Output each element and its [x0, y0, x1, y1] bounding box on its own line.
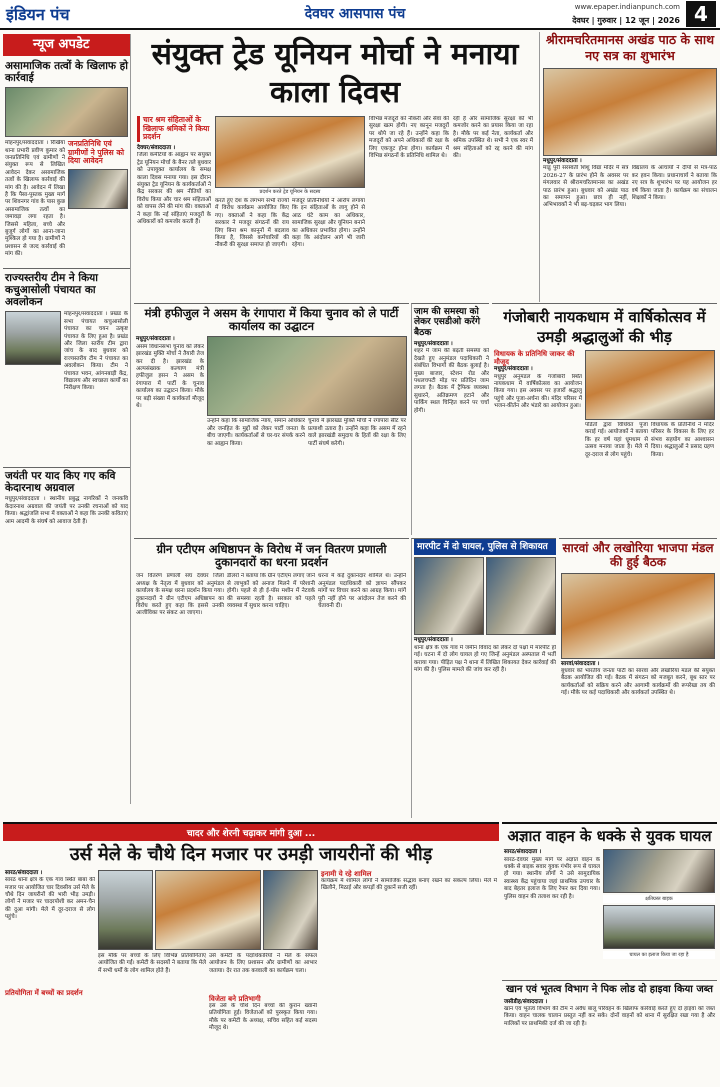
news-update-item3-photo — [5, 311, 61, 365]
lead-kicker: चार श्रम संहिताओं के खिलाफ श्रमिकों ने किया प्रदर्शन — [137, 116, 211, 142]
urs-subhead3: इनामी ये रहे शामिल — [321, 869, 372, 878]
marpeet-photo-1 — [414, 557, 484, 635]
ramcharitmanas-story — [539, 32, 717, 302]
ganjobari-photo — [585, 350, 715, 420]
ganjobari-headline: गंजोबारी नायकधाम में वार्षिकोत्सव में उमड़ी श्रद्धालुओं की भीड़ — [503, 308, 706, 346]
news-update-item2-photo — [68, 169, 128, 209]
lead-story — [134, 32, 536, 300]
news-update-column — [3, 34, 131, 804]
green-atm-text1: जन वितरण प्रणाली संघ देवघर जिला अध्यक्ष के नेतृत्व में बुधवार को अनुमंडल कार्यालय के समक्ष धरना प्रदर्शन किया गया। दुकानदारों ने ग्रीन एटीएम अधिष्ठापन का विरोध करते हुए कहा कि इससे उनकी आजीविका पर संकट आ जाएगा। — [136, 573, 224, 617]
bjp-dateline: सारवां/संवाददाता । — [561, 660, 600, 667]
hafizul-text1: असम विधानसभा चुनाव को लेकर झारखंड मुक्ति मोर्चा ने तैयारी तेज कर दी है। झारखंड के अल्पसंख्यक कल्याण मंत्री हफीजुल हसन ने असम के रंगापारा में पार्टी के चुनाव कार्यालय का उद्घाटन किया। मौके पर बड़ी संख्या में कार्यकर्ता मौजूद थे। — [136, 343, 204, 410]
ramcharitmanas-dateline: मधुपुर/संवाददाता । — [543, 158, 582, 164]
masthead-website[interactable]: www.epaper.indianpunch.com — [574, 3, 680, 11]
urs-dateline: सारठ/संवाददाता । — [5, 869, 43, 876]
accident-photo-injured — [603, 905, 715, 949]
news-update-item3-headline: राज्यस्तरीय टीम ने किया कचुआसोली पंचायत का अवलोकन — [3, 268, 130, 308]
page-number: 4 — [686, 1, 716, 27]
marpeet-headline: मारपीट में दो घायल, पुलिस से शिकायत — [414, 539, 556, 555]
mining-headline: खान एवं भूतत्व विभाग ने पिक लोड दो हाइवा किया जब्त — [506, 984, 713, 995]
urs-photo-3 — [263, 870, 318, 950]
news-update-item3-text: मोहनपुर/संवाददाता । प्रखंड के सभा पंचायत कचुआसोली पंचायत का चयन उत्कृष्ट पंचायत के लिए हुआ है। प्रखंड और जिला स्तरीय टीम द्वारा जांच के बाद बुधवार को राज्यस्तरीय टीम ने पंचायत का अवलोकन किया। टीम ने पंचायत भवन, आंगनबाड़ी केंद्र, विद्यालय और स्वच्छता कार्यों का निरीक्षण किया। — [64, 311, 128, 392]
lead-text4: विभिन्न मजदूरों को नौकरी और सेवा की सुरक्षा खत्म होगी। नए कानून मजदूरों पर थोपे जा रहे हैं। उन्होंने कहा कि मजदूरों को अपने अधिकारों की रक्षा के लिए एकजुट होना होगा। कार्यक्रम में विभिन्न संगठनों के प्रतिनिधि शामिल थे। — [369, 116, 449, 160]
hafizul-dateline: मधुपुर/संवाददाता । — [136, 336, 175, 343]
news-update-item1-text: मोहनपुर/संवाददाता । रिखिया थाना प्रभारी प्रवीण कुमार को जनप्रतिनिधि एवं ग्रामीणों ने संयुक्त रूप से लिखित आवेदन देकर असामाजिक तत्वों के खिलाफ कार्रवाई की मांग की है। आवेदन में लिखा है कि पैसा-पुस्तक मुख्य मार्ग पर शिवनगर गांव के पास कुछ असामाजिक तत्वों का जमावड़ा लगा रहता है। जिससे महिला, बच्चे और बुजुर्ग लोगों का आना-जाना मुश्किल हो गया है। ग्रामीणों ने प्रशासन से जल्द कार्रवाई की मांग की। — [5, 140, 65, 258]
lead-text2: करते हुए देश के लगभग सभी राज्यों में विरोध कार्यक्रम आयोजित किए गए। वक्ताओं ने कहा कि केंद्र सरकार ने मजदूर संगठनों की राय लिए बिना श्रम कानूनों में बदलाव किया है, जिससे कर्मचारियों की नौकरी की सुरक्षा समाप्त हो जाएगी। — [215, 198, 289, 249]
masthead-left-title: इंडियन पंच — [6, 5, 70, 24]
ramcharitmanas-text2: विद्यालय के आचार्यों ने दीपों से मंत्र-पाठ कर हवन किया। प्रधानाचार्य ने बताया कि नए सत्र के शुभारंभ पर यह आयोजन हर वर्ष किया जाता है। कार्यक्रम का संचालन शिक्षकों ने किया। — [631, 165, 717, 202]
jaam-dateline: मधुपुर/संवाददाता । — [414, 341, 453, 348]
hafizul-headline: मंत्री हफीजुल ने असम के रंगापारा में किया चुनाव को ले पार्टी कार्यालय का उद्घाटन — [144, 306, 399, 334]
urs-subhead2: विजेता बने प्रतिभागी — [209, 994, 261, 1003]
mining-story — [502, 980, 717, 1084]
news-update-item4-text: मधुपुर/संवाददाता । स्थानीय प्रबुद्ध नागरिकों ने जनकवि केदारनाथ अग्रवाल की जयंती पर उनकी रचनाओं को याद किया। श्रद्धांजलि सभा में वक्ताओं ने कहा कि उनकी कविताएं आम आदमी के संघर्ष को आवाज देती हैं। — [5, 496, 128, 525]
hafizul-story — [134, 303, 409, 535]
jaam-story — [411, 303, 489, 535]
ramcharitmanas-photo — [543, 68, 717, 156]
jaam-headline: जाम की समस्या को लेकर एसडीओ करेंगे बैठक — [414, 307, 481, 338]
urs-headline: उर्स मेले के चौथे दिन मजार पर उमड़ी जायरीनों की भीड़ — [69, 844, 433, 865]
urs-text3: उर्स कमेटी के पदाधिकारियों ने मेले के सफल आयोजन के लिए प्रशासन और ग्रामीणों का आभार जताया। देर रात तक कव्वाली का कार्यक्रम चला। — [209, 952, 317, 974]
lead-dateline: देवघर/संवाददाता । — [137, 144, 176, 151]
news-update-item1-headline: असामाजिक तत्वों के खिलाफ हो कार्रवाई — [5, 60, 128, 85]
ganjobari-text3: विधायक के प्रतिनिधि ने मंदिर परिसर के विकास के लिए हर संभव सहयोग का आश्वासन दिया। श्रद्धालुओं ने प्रसाद ग्रहण किया। — [651, 422, 714, 458]
urs-story — [3, 822, 499, 1084]
accident-story — [502, 822, 717, 977]
accident-text: सारठ-देवघर मुख्य मार्ग पर अज्ञात वाहन के धक्के से बाइक सवार युवक गंभीर रूप से घायल हो गया। स्थानीय लोगों ने उसे सामुदायिक स्वास्थ्य केंद्र पहुंचाया जहां प्राथमिक उपचार के बाद बेहतर इलाज के लिए रेफर कर दिया गया। पुलिस वाहन की तलाश कर रही है। — [504, 856, 600, 900]
green-atm-text3: धरना में कई दुकानदार शामिल थे। उन्होंने अनुमंडल पदाधिकारी को ज्ञापन सौंपकर मांगों पर विचार करने का आग्रह किया। मांगें पूरी नहीं होने पर आंदोलन तेज करने की चेतावनी दी। — [318, 573, 406, 610]
accident-dateline: सारठ/संवाददाता । — [504, 849, 542, 856]
masthead — [0, 0, 720, 30]
bjp-headline: सारवां और लखोरिया भाजपा मंडल की हुई बैठक — [562, 541, 714, 569]
ganjobari-dateline: मधुपुर/संवाददाता । — [494, 366, 533, 373]
lead-text1: जिला कमेटियों के आह्वान पर संयुक्त ट्रेड यूनियन मोर्चा के बैनर तले बुधवार को उपायुक्त कार्यालय के समक्ष काला दिवस मनाया गया। इस दौरान संयुक्त ट्रेड यूनियन के कार्यकर्ताओं ने केंद्र सरकार की श्रम नीतियों का विरोध किया और चार श्रम संहिताओं को वापस लेने की मांग की। वक्ताओं ने कहा कि नई संहिताएं मजदूरों के अधिकारों को कमजोर करती हैं। — [137, 152, 211, 225]
accident-headline: अज्ञात वाहन के धक्के से युवक घायल — [507, 827, 712, 845]
news-update-label: न्यूज अपडेट — [3, 34, 130, 56]
lead-text5: रही हैं और सामाजिक सुरक्षा को भी कमजोर करने का प्रयास किया जा रहा है। मौके पर कई नेता, कार्यकर्ता और श्रमिक उपस्थित थे। सभी ने एक स्वर में श्रम संहिताओं को रद्द करने की मांग की। — [453, 116, 533, 160]
ramcharitmanas-text1: मांडू पुरी सरस्वती शिशु विद्या मंदिर में सत्र 2026-27 के प्रारंभ होने के अवसर पर मंगलवार से श्रीरामचरितमानस का अखंड पाठ प्रारंभ हुआ। बुधवार को अखंड पाठ का समापन हुआ। छात्र ही नहीं, अभिभावकों ने भी बढ़-चढ़कर भाग लिया। — [543, 165, 629, 209]
urs-photo-1 — [98, 870, 153, 950]
mining-dateline: जसीडीह/संवाददाता । — [504, 998, 548, 1005]
marpeet-dateline: मधुपुर/संवाददाता । — [414, 637, 453, 644]
marpeet-story — [411, 538, 556, 818]
ganjobari-text1: मधुपुर अनुमंडल के गंजोबारी स्थित नायकधाम में वार्षिकोत्सव का आयोजन किया गया। इस अवसर पर हजारों श्रद्धालु पहुंचे और पूजा-अर्चना की। मंदिर परिसर में भजन-कीर्तन और भंडारे का आयोजन हुआ। — [494, 373, 582, 410]
urs-text2: इस मौके पर बच्चों के लिए विभिन्न प्रतियोगिताएं आयोजित की गईं। कमेटी के सदस्यों ने बताया कि मेले में सभी धर्मों के लोग शामिल होते हैं। — [98, 952, 206, 974]
bjp-story — [559, 538, 717, 818]
bjp-photo — [561, 573, 715, 659]
urs-text4: इस उर्स के चौथे दिन बच्चों की कुरान ख्वानी प्रतियोगिता हुई। विजेताओं को पुरस्कृत किया गया। मौके पर कमेटी के अध्यक्ष, सचिव सहित कई सदस्य मौजूद थे। — [209, 1002, 317, 1031]
green-atm-headline: ग्रीन एटीएम अधिष्ठापन के विरोध में जन वितरण प्रणाली दुकानदारों का धरना प्रदर्शन — [156, 542, 387, 570]
news-update-item1-photo — [5, 87, 128, 137]
lead-headline: संयुक्त ट्रेड यूनियन मोर्चा ने मनाया काला दिवस — [151, 37, 519, 110]
hafizul-text3: चुनाव में झारखंड मुक्ति मोर्चा ने रंगापारा सीट पर प्रत्याशी उतारा है। उन्होंने कहा कि असम में रहने वाले झारखंडी समुदाय के हितों की रक्षा के लिए पार्टी संघर्ष करेगी। — [308, 418, 406, 447]
green-atm-story — [134, 538, 409, 818]
urs-text5: कार्यक्रम में शामिल लोगों ने सामाजिक सद्भाव बनाए रखने का संकल्प लिया। मेले में खिलौने, मिठाई और कपड़ों की दुकानें सजी रहीं। — [321, 877, 497, 892]
lead-photo-caption: प्रदर्शन करते ट्रेड यूनियन के सदस्य — [215, 188, 365, 196]
bjp-text: बुधवार को भारतीय जनता पार्टी का सारवां और लखोरिया मंडल की संयुक्त बैठक आयोजित की गई। बैठक में संगठन को मजबूत करने, बूथ स्तर पर कार्यकर्ताओं को सक्रिय करने और आगामी कार्यक्रमों की रूपरेखा तय की गई। मौके पर कई पदाधिकारी और कार्यकर्ता उपस्थित थे। — [561, 668, 715, 697]
accident-photo-bike — [603, 849, 715, 893]
accident-caption-1: क्षतिग्रस्त बाइक — [603, 895, 715, 903]
ramcharitmanas-headline: श्रीरामचरितमानस अखंड पाठ के साथ नए सत्र का शुभारंभ — [545, 32, 715, 63]
masthead-center-title: देवघर आसपास पंच — [304, 6, 406, 22]
accident-caption-2: घायल का इलाज किया जा रहा है — [603, 951, 715, 959]
hafizul-text2: उन्होंने कहा कि सामाजिक न्याय, समान अधिकार और जनहित के मुद्दों को लेकर पार्टी जनता के बीच जाएगी। कार्यकर्ताओं से घर-घर संपर्क करने का आह्वान किया। — [207, 418, 305, 447]
hafizul-photo — [207, 336, 407, 416]
marpeet-text: थाना क्षेत्र के एक गांव में जमीन विवाद को लेकर दो पक्षों में मारपीट हो गई। घटना में दो लोग घायल हो गए जिन्हें अनुमंडल अस्पताल में भर्ती कराया गया। पीड़ित पक्ष ने थाना में लिखित शिकायत देकर कार्रवाई की मांग की है। पुलिस मामले की जांच कर रही है। — [414, 644, 556, 673]
news-update-item4-headline: जयंती पर याद किए गए कवि केदारनाथ अग्रवाल — [3, 467, 130, 496]
green-atm-text2: डीलरों ने बताया कि ग्रीन एटीएम लगाए जाने से लाभुकों को अनाज मिलने में परेशानी होगी। पहले से ही ई-पॉस मशीन में नेटवर्क की समस्या रहती है। सरकार को पहले व्यवस्था में सुधार करना चाहिए। — [227, 573, 315, 610]
news-update-item2-headline: जनप्रतिनिधि एवं ग्रामीणों ने पुलिस को दिया आवेदन — [68, 139, 125, 166]
lead-photo — [215, 116, 365, 188]
ganjobari-text2: पंडितों द्वारा विधिवत पूजा कराई गई। आयोजकों ने बताया कि हर वर्ष यहां धूमधाम से उत्सव मनाया जाता है। मेले में दूर-दराज से लोग पहुंचे। — [585, 422, 648, 458]
jaam-text: शहर में जाम की बढ़ती समस्या को देखते हुए अनुमंडल पदाधिकारी ने संबंधित विभागों की बैठक बुलाई है। मुख्य बाजार, स्टेशन रोड और पथलचपटी मोड़ पर प्रतिदिन जाम लगता है। बैठक में ट्रैफिक व्यवस्था सुधारने, अतिक्रमण हटाने और पार्किंग स्थल चिन्हित करने पर चर्चा होगी। — [414, 348, 489, 414]
urs-photo-2 — [155, 870, 260, 950]
urs-subhead1: प्रतियोगिता में बच्चों का प्रदर्शन — [5, 989, 83, 998]
urs-text1: सारठ थाना क्षेत्र के एक गांव स्थित बाबा की मजार पर आयोजित चार दिवसीय उर्स मेले के चौथे दिन जायरीनों की भारी भीड़ उमड़ी। लोगों ने मजार पर चादरपोशी कर अमन-चैन की दुआ मांगी। मेले में दूर-दराज से लोग पहुंचे। — [5, 877, 95, 921]
marpeet-photo-2 — [486, 557, 556, 635]
masthead-date: देवघर | गुरुवार | 12 जून | 2026 — [572, 16, 680, 25]
mining-text: खान एवं भूतत्व विभाग की टीम ने अवैध बालू परिवहन के खिलाफ कार्रवाई करते हुए दो हाइवा को जब्त किया। वाहन चालक चालान प्रस्तुत नहीं कर सके। दोनों वाहनों को थाना में सुरक्षित रखा गया है और मालिकों पर प्राथमिकी दर्ज की जा रही है। — [504, 1005, 715, 1027]
urs-kicker: चादर और शेरनी चढ़ाकर मांगी दुआ ... — [3, 824, 499, 841]
ganjobari-subhead: विधायक के प्रतिनिधि जाकर की मौजूद — [494, 350, 575, 367]
lead-text3: मजदूर प्रतिनिधियों ने आरोप लगाया कि इन संहिताओं के लागू होने से आठ घंटे काम का अधिकार, सामाजिक सुरक्षा और यूनियन बनाने का अधिकार प्रभावित होगा। उन्होंने कहा कि आंदोलन आगे भी जारी रहेगा। — [292, 198, 365, 249]
ganjobari-story — [492, 303, 717, 535]
